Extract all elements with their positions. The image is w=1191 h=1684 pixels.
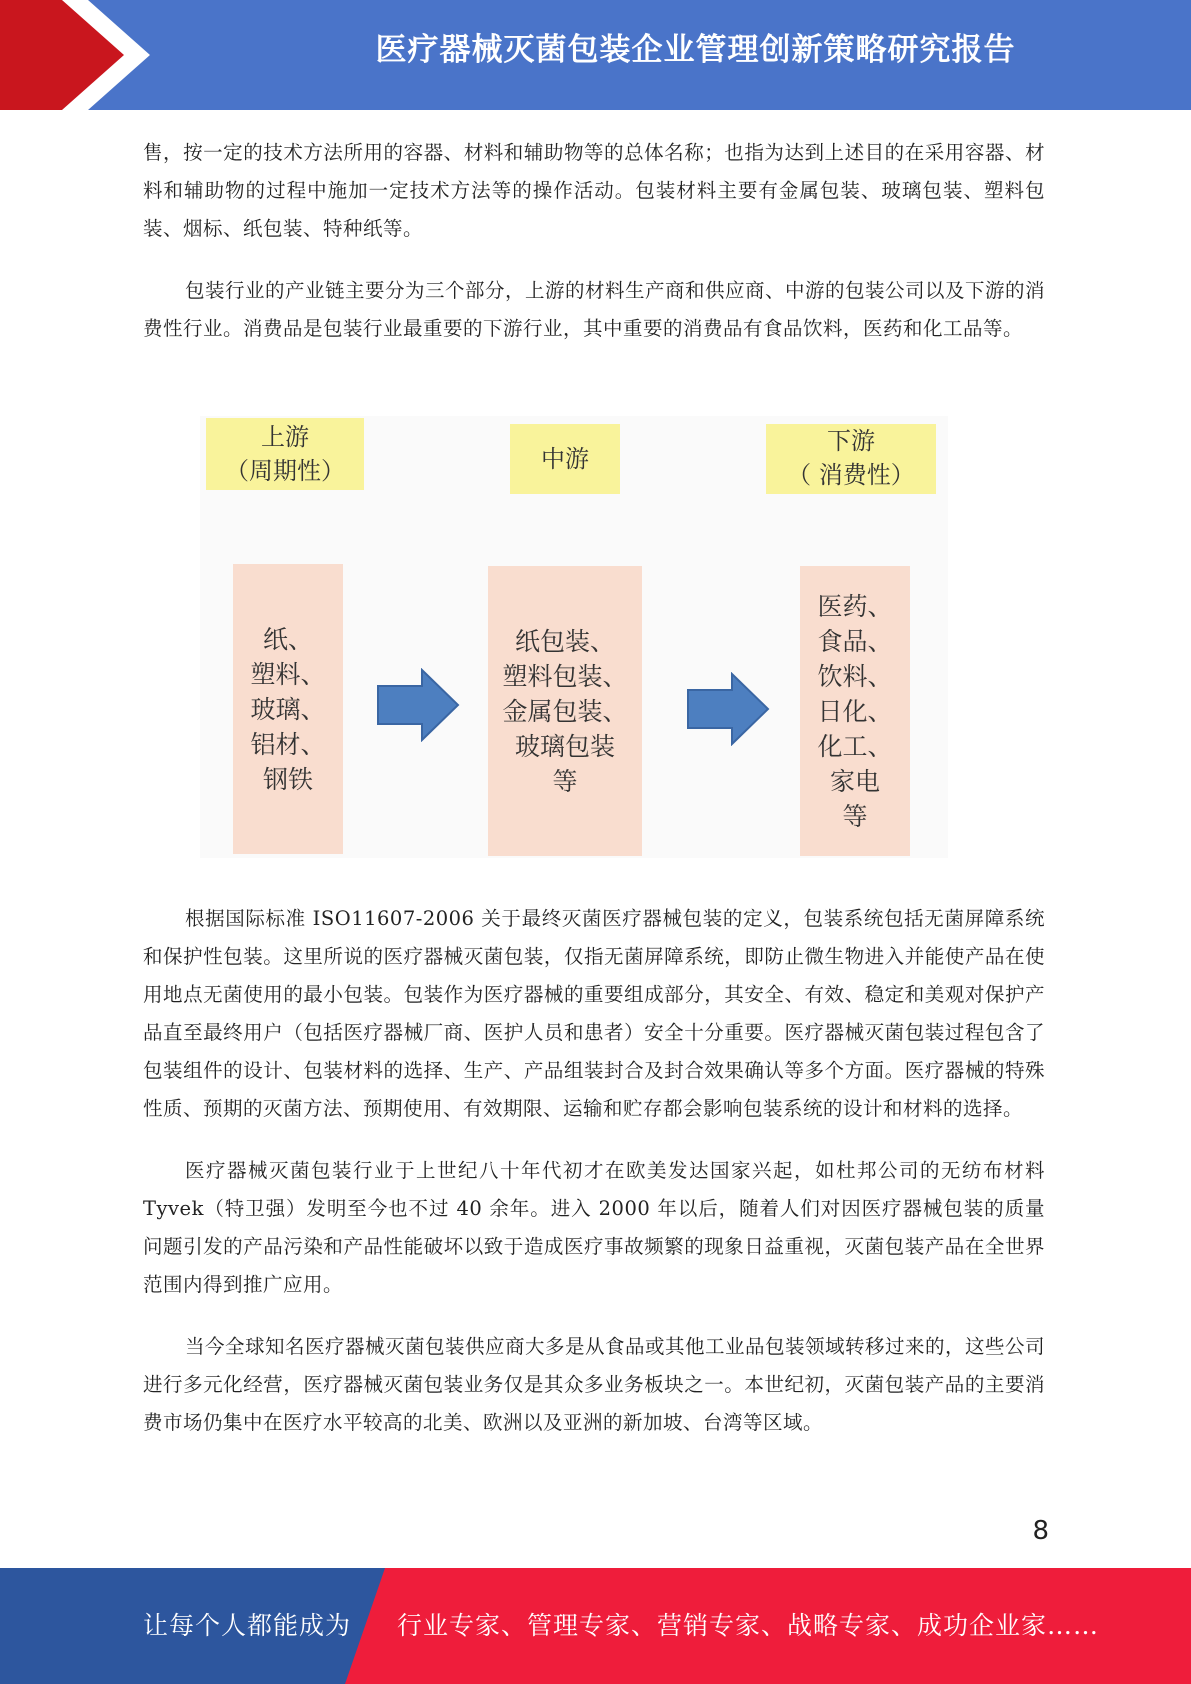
downstream-label-title: 下游	[827, 427, 875, 455]
downstream-item: 等	[842, 801, 868, 831]
upstream-label-title: 上游	[261, 423, 309, 451]
midstream-item: 等	[552, 766, 578, 796]
paragraph-2: 包装行业的产业链主要分为三个部分，上游的材料生产商和供应商、中游的包装公司以及下游的消费性行业。消费品是包装行业最重要的下游行业，其中重要的消费品有食品饮料，医药和化工品等。	[143, 279, 1046, 340]
downstream-item: 饮料、	[817, 661, 893, 691]
upstream-item: 玻璃、	[250, 694, 326, 724]
paragraph-4: 医疗器械灭菌包装行业于上世纪八十年代初才在欧美发达国家兴起，如杜邦公司的无纺布材料 Tyvek（特卫强）发明至今也不过 40 余年。进入 2000 年以后，随着人们对因医疗器械包装的质量问题引发的产品污染和产品性能破坏以致于造成医疗事故频繁的现象日益重视，灭菌包装产品在全世界范围内得到推广应用。	[143, 1159, 1045, 1296]
page-header	[0, 0, 1191, 110]
midstream-item: 金属包装、	[502, 696, 628, 726]
downstream-item: 食品、	[817, 626, 893, 656]
midstream-item: 塑料包装、	[502, 661, 628, 691]
page-content	[143, 134, 1045, 348]
midstream-item: 玻璃包装	[514, 731, 615, 761]
downstream-label-subtitle: （ 消费性）	[787, 461, 915, 489]
midstream-item: 纸包装、	[514, 626, 615, 656]
footer-slogan-right: 行业专家、管理专家、营销专家、战略专家、成功企业家……	[397, 1611, 1100, 1640]
upstream-item: 铝材、	[250, 729, 326, 759]
arrow-right-icon	[376, 668, 460, 742]
footer-slogan-left: 让每个人都能成为	[143, 1611, 352, 1640]
upstream-item: 塑料、	[250, 659, 326, 689]
arrow-right-icon	[686, 672, 770, 746]
paragraph-3: 根据国际标准 ISO11607-2006 关于最终灭菌医疗器械包装的定义，包装系统包括无菌屏障系统和保护性包装。这里所说的医疗器械灭菌包装，仅指无菌屏障系统，即防止微生物进入并能使产品在使用地点无菌使用的最小包装。包装作为医疗器械的重要组成部分，其安全、有效、稳定和美观对保护产品直至最终用户（包括医疗器械厂商、医护人员和患者）安全十分重要。医疗器械灭菌包装过程包含了包装组件的设计、包装材料的选择、生产、产品组装封合及封合效果确认等多个方面。医疗器械的特殊性质、预期的灭菌方法、预期使用、有效期限、运输和贮存都会影响包装系统的设计和材料的选择。	[143, 907, 1045, 1120]
downstream-item: 日化、	[817, 696, 893, 726]
paragraph-5: 当今全球知名医疗器械灭菌包装供应商大多是从食品或其他工业品包装领域转移过来的，这些公司进行多元化经营，医疗器械灭菌包装业务仅是其众多业务板块之一。本世纪初，灭菌包装产品的主要消费市场仍集中在医疗水平较高的北美、欧洲以及亚洲的新加坡、台湾等区域。	[143, 1335, 1046, 1434]
downstream-item: 医药、	[817, 591, 893, 621]
downstream-consumer-box	[800, 566, 910, 856]
downstream-item: 家电	[829, 766, 880, 796]
downstream-label	[766, 424, 936, 494]
page-content-lower	[143, 900, 1045, 1442]
document-title: 医疗器械灭菌包装企业管理创新策略研究报告	[375, 32, 1016, 68]
upstream-item: 纸、	[262, 624, 313, 654]
upstream-label	[206, 418, 364, 490]
upstream-materials-box	[233, 564, 343, 854]
midstream-packaging-box	[488, 566, 642, 856]
industry-chain-diagram	[200, 416, 948, 858]
upstream-label-subtitle: （周期性）	[225, 457, 345, 485]
page-footer	[0, 1568, 1191, 1684]
upstream-item: 钢铁	[262, 764, 313, 794]
downstream-item: 化工、	[817, 731, 893, 761]
paragraph-1: 售，按一定的技术方法所用的容器、材料和辅助物等的总体名称；也指为达到上述目的在采用容器、材料和辅助物的过程中施加一定技术方法等的操作活动。包装材料主要有金属包装、玻璃包装、塑料包装、烟标、纸包装、特种纸等。	[143, 141, 1045, 240]
midstream-label-title: 中游	[541, 445, 589, 473]
midstream-label	[510, 424, 620, 494]
page-number: 8	[1032, 1516, 1049, 1546]
